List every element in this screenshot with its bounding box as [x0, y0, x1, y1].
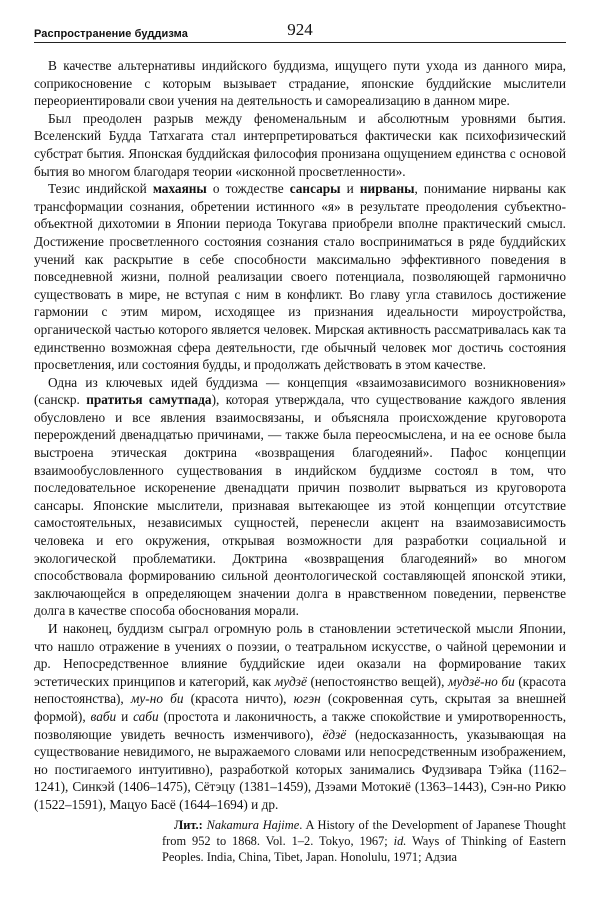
text-run: Тезис индийской: [48, 181, 153, 197]
text-run: . A History of the Development of Japanese Thought from 952 to 1868. Vol. 1–2. Tokyo, 1967;: [162, 817, 566, 848]
italic-term: мудзё: [274, 673, 307, 689]
text-run: (непостоянство вещей),: [306, 673, 448, 689]
paragraph: [34, 620, 566, 814]
text-run: (красота ничто),: [183, 691, 294, 707]
italic-term: югэн: [293, 691, 321, 707]
text-run: (недосказанность, указывающая на существование невидимого, не выражаемого словами или непосредственным изображением, но постигаемого интуитивно), разработкой которых занимались Фудзивара Тэйка (1162–1241), Синкэй (1406–1475), Сётэцу (1381–1459), Дзэами Мотокиё (1363–1443), Сэн-но Рикю (1522–1591), Мацуо Басё (1644–1694) и др.: [34, 726, 566, 812]
bold-term: пратитья самутпада: [86, 392, 212, 408]
paragraph: [34, 180, 566, 374]
paragraph: [34, 374, 566, 620]
paragraph: [34, 57, 566, 110]
text-run: и: [340, 181, 360, 197]
bold-term: махаяны: [152, 181, 207, 197]
text-run: (сокровенная суть, скрытая за внешней формой),: [34, 691, 566, 724]
text-run: Одна из ключевых идей буддизма — концепция «взаимозависимого возникновения» (санскр.: [34, 374, 566, 408]
bold-term: нирваны: [359, 181, 415, 197]
running-head: Распространение буддизма: [34, 28, 188, 40]
italic-term: id.: [393, 833, 407, 848]
text-run: Был преодолен разрыв между феноменальным и абсолютным уровнями бытия. Вселенский Будда Татхагата стал интерпретироваться фактически как психофизический субстрат бытия. Японская буддийская философия пронизана ощущением единства с основой бытия во многом благодаря теории «исконной просветленности».: [34, 110, 566, 179]
text-run: и: [116, 708, 134, 724]
literature-references: [162, 817, 566, 866]
italic-term: ваби: [90, 708, 117, 724]
page-header: [34, 20, 566, 43]
text-run: (простота и лаконичность, а также спокойствие и умиротворенность, позволяющие увидеть вечность изменчивого),: [34, 708, 567, 742]
text-run: В качестве альтернативы индийского буддизма, ищущего пути ухода из данного мира, соприкосновение с которым вызывает страдание, японские буддийские мыслители переориентировали свои учения на деятельность и самореализацию в данном мире.: [34, 58, 566, 109]
text-run: , понимание нирваны как трансформации сознания, обретении истинного «я» в результате преодоления субъектно-объектной дихотомии в Японии периода Токугава приобрели вполне практический смысл. Достижение просветленного состояния сознания стало восприниматься в ряде буддийских учений как раскрытие в себе способности максимально эффективного поведения в повседневной жизни, полной реализации своего потенциала, позволяющей гармонично существовать в мире, не вступая с ним в конфликт. Во главу угла ставилось достижение гармонии с этим миром, исходящее из признания идеальности мироустройства, органической частью которого является человек. Мирская активность рассматривалась как та единственно возможная сфера деятельности, где обычный человек мог достичь состояния просветления, или состояния будды, и продолжать действовать в этом качестве.: [34, 181, 567, 373]
text-run: И наконец, буддизм сыграл огромную роль в становлении эстетической мысли Японии, что нашло отражение в учениях о поэзии, о театральном искусстве, о чайной церемонии и др. Непосредственное влияние буддийские идеи оказали на формирование таких эстетических принципов и категорий, как: [34, 621, 566, 689]
document-page: [34, 20, 566, 878]
text-run: (красота непостоянства),: [34, 673, 567, 707]
italic-term: му-но би: [130, 691, 184, 707]
italic-term: Nakamura Hajime: [206, 817, 300, 832]
article-body: [34, 57, 566, 814]
text-run: Ways of Thinking of Eastern Peoples. India, China, Tibet, Japan. Honolulu, 1971; Адзиа: [162, 833, 566, 865]
bold-term: Лит.:: [174, 817, 203, 832]
bold-term: сансары: [289, 181, 341, 197]
italic-term: саби: [133, 708, 159, 724]
text-run: о тождестве: [206, 181, 290, 197]
paragraph: [34, 110, 566, 180]
text-run: ), которая утверждала, что существование каждого явления обусловлено и все явления взаимосвязаны, и объясняла происхождение круговорота перерождений двенадцатью причинами, — также была переосмыслена, и на ее основе была выстроена этическая доктрина «возвращения благодеяний». Пафос концепции взаимообусловленного существования в индийском буддизме состоял в том, что последовательное искоренение двенадцати причин позволит вырваться из круговорота сансары. Японские мыслители, признавая вытекающее из этой концепции отсутствие самостоятельных, независимых сущностей, перенесли акцент на взаимозависимость человека и его окружения, открывая возможности для разработки социальной и экологической проблематики. Доктрина «возвращения благодеяний» во многом способствовала формированию сильной деонтологической составляющей японской этики, заключающейся в определяющем значении долга в нравственном поведении, первенстве долга в качестве способа обоснования морали.: [34, 392, 566, 619]
page-number: 924: [287, 20, 313, 39]
italic-term: мудзё-но би: [447, 673, 515, 689]
italic-term: ёдзё: [322, 726, 347, 742]
